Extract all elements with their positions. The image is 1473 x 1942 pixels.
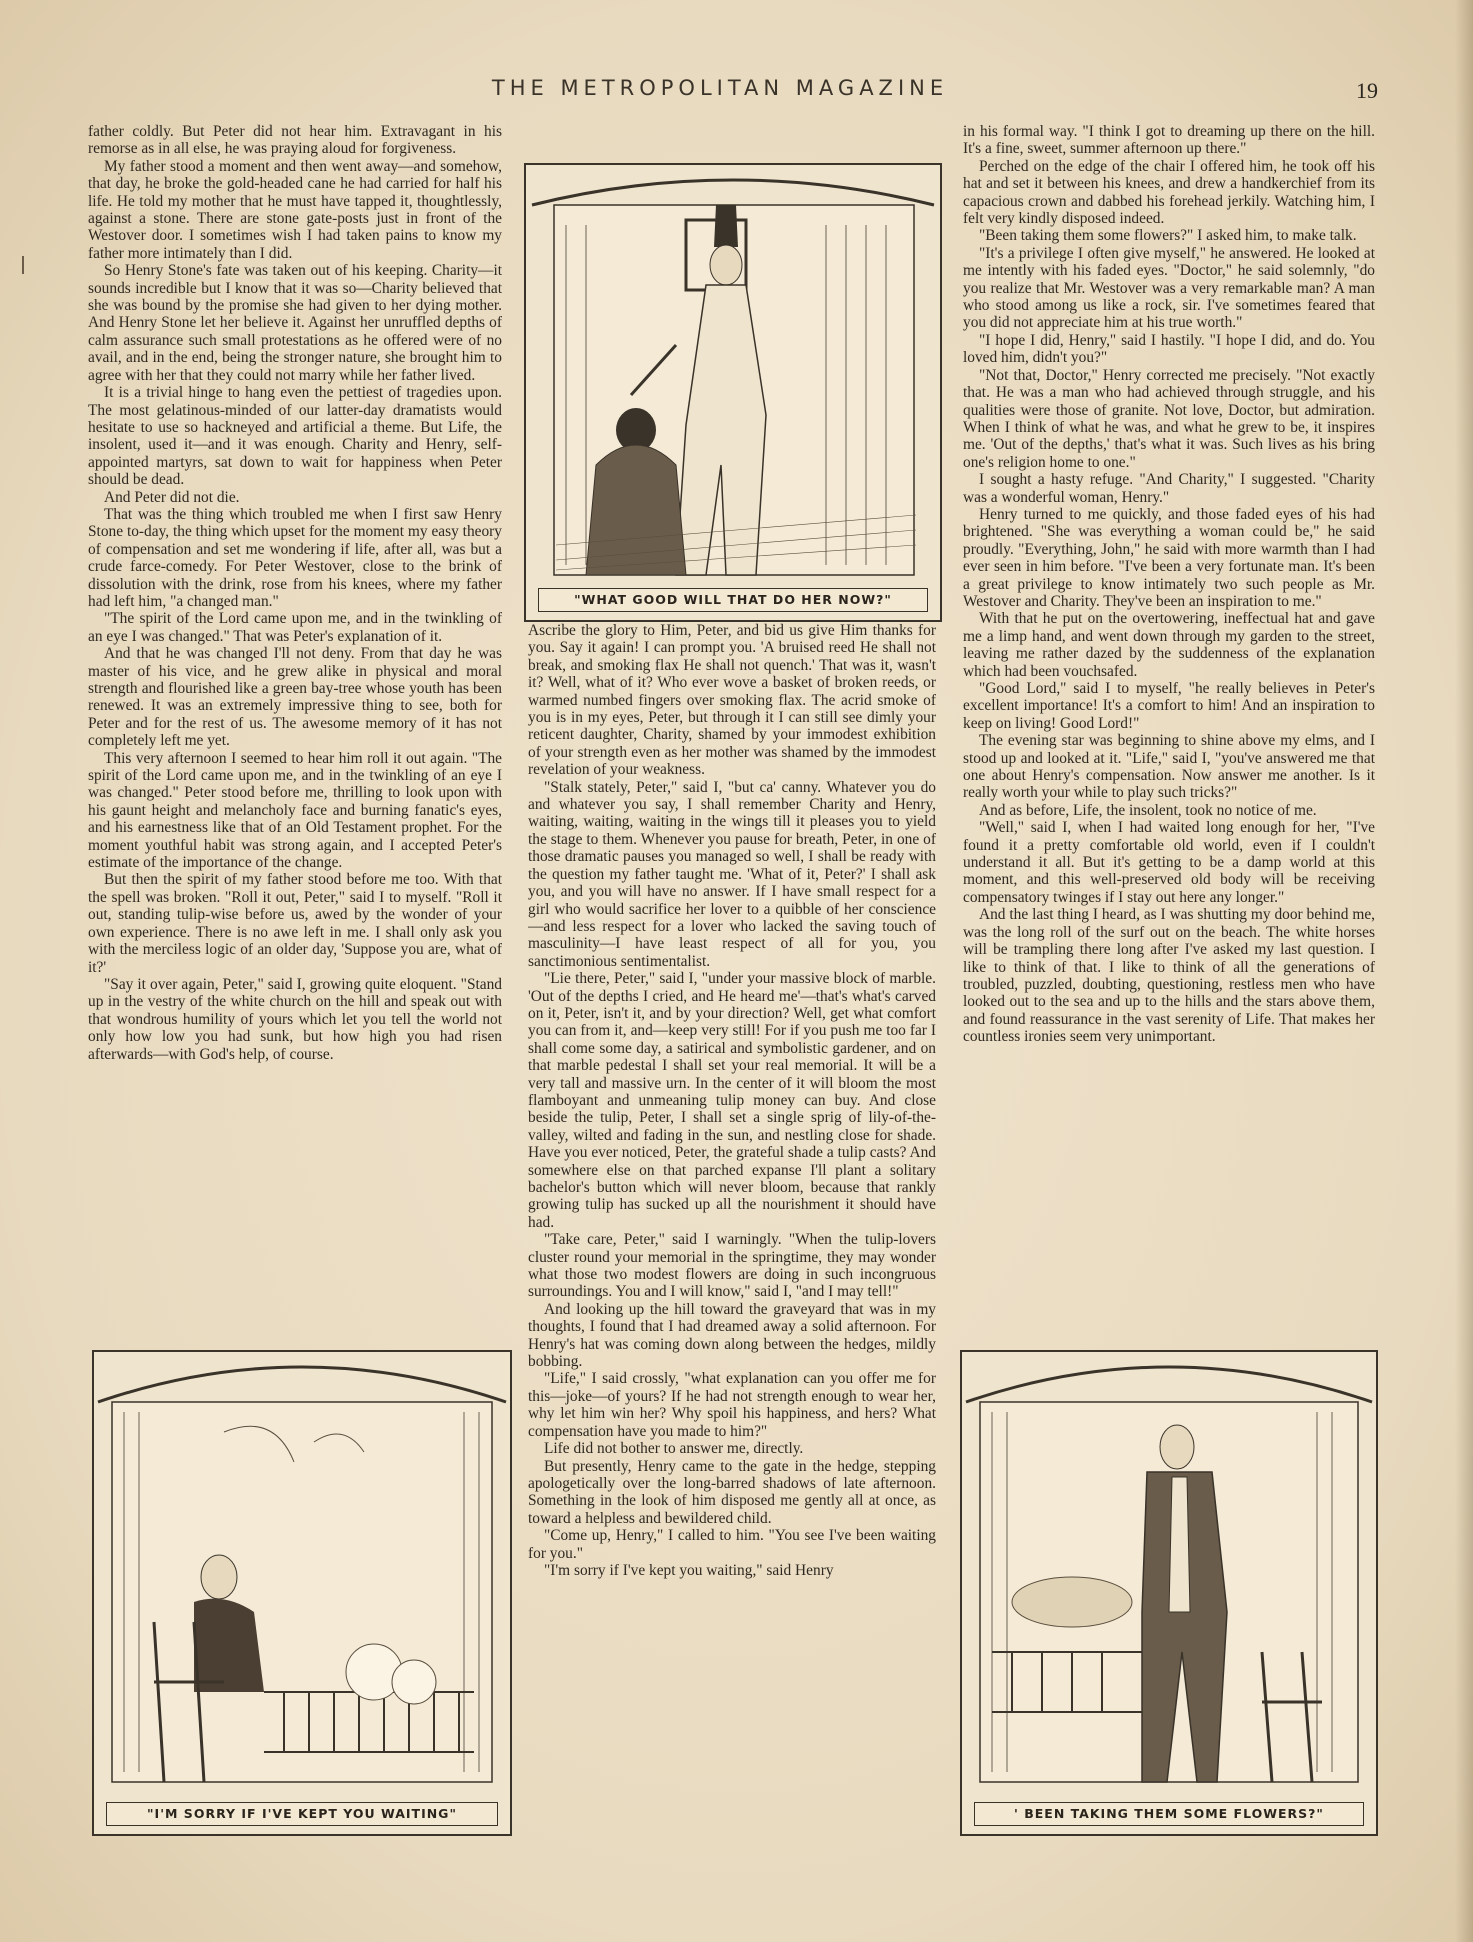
paragraph: And Peter did not die. <box>104 488 240 506</box>
page-number: 19 <box>1356 78 1378 103</box>
illustration-taking-flowers <box>960 1350 1378 1836</box>
paragraph: My father stood a moment and then went away—and somehow, that day, he broke the gold-headed cane he had carried for half his life. He told my mother that he must have tapped it, thoughtlessly, against a stone. There are stone gate-posts just in front of the Westover door. I sometimes wish I had taken pains to know my father more intimately than I did. <box>88 157 502 262</box>
paragraph: "Stalk stately, Peter," said I, "but ca' canny. Whatever you do and whatever you say, I shall remember Charity and Henry, waiting, waiting, waiting in the wings till it pleases you to yield the stage to them. Whenever you pause for breath, Peter, in one of those dramatic pauses you managed so well, I shall be ready with the question my father taught me. 'What of it, Peter?' I shall ask you, and you will have no answer. If I have small respect for a girl who would sacrifice her lover to a quibble of her conscience—and less respect for a lover who lacked the saving touch of masculinity—I have least respect of all for you, you sanctimonious sentimentalist. <box>528 778 936 970</box>
page-edge-shadow <box>1455 0 1473 1942</box>
margin-mark <box>22 256 24 274</box>
paragraph: Henry turned to me quickly, and those faded eyes of his had brightened. "She was everything a woman could be," he said proudly. "Everything, John," he said with more warmth than I had ever seen in him before. "I've been a very fortunate man. It's been a great privilege to know intimately two such people as Mr. Westover and Charity. They've been an inspiration to me." <box>963 505 1375 610</box>
paragraph: "I hope I did, Henry," said I hastily. "I hope I did, and do. You loved him, didn't you?" <box>963 331 1375 367</box>
paragraph: "Life," I said crossly, "what explanation can you offer me for this—joke—of yours? If he had not strength enough to wear her, why let him win her? Why spoil his happiness, and hers? What compensation have you made to him?" <box>528 1370 936 1440</box>
paragraph: Ascribe the glory to Him, Peter, and bid us give Him thanks for you. Say it again! I can prompt you. 'A bruised reed He shall not break, and smoking flax He shall not quench.' That was it, wasn't it? Well, what of it? Who ever wove a basket of broken reeds, or warmed numbed fingers over smoking flax. The acrid smoke of you is in my eyes, Peter, but through it I can still see dimly your reticent daughter, Charity, shamed by your immodest exhibition of your strength even as her mother was shamed by the immodest revelation of your weakness. <box>528 622 936 779</box>
paragraph: "Say it over again, Peter," said I, growing quite eloquent. "Stand up in the vestry of the white church on the hill and speak out with that wondrous humility of yours which let you tell the world not only how low you had sunk, but how high you had risen afterwards—with God's help, of course. <box>88 975 502 1063</box>
paragraph: And that he was changed I'll not deny. From that day he was master of his vice, and he grew alike in physical and moral strength and flourished like a green bay-tree whose youth has been renewed. It was an extremely impressive thing to see, both for Peter and for the rest of us. The awesome memory of it has not completely left me yet. <box>88 645 502 750</box>
illustration-caption: "WHAT GOOD WILL THAT DO HER NOW?" <box>538 588 928 612</box>
paragraph: "Take care, Peter," said I warningly. "When the tulip-lovers cluster round your memorial in the springtime, they may wonder what those two modest flowers are doing in such incongruous surroundings. You and I will know," said I, "and I may tell!" <box>528 1231 936 1301</box>
paragraph: The evening star was beginning to shine above my elms, and I stood up and looked at it. "Life," said I, "you've answered me that one about Henry's compensation. Now answer me another. Is it really worth your while to play such tricks?" <box>963 732 1375 802</box>
paragraph: That was the thing which troubled me when I first saw Henry Stone to-day, the thing which upset for the moment my easy theory of compensation and set me wondering if life, after all, was but a crude farce-comedy. For Peter Westover, close to the brink of dissolution with the drink, rose from his knees, where my father had left him, "a changed man." <box>88 505 502 610</box>
paragraph: And the last thing I heard, as I was shutting my door behind me, was the long roll of the surf out on the beach. The white horses will be trampling there long after I've asked my last question. I like to think of that. I like to think of all the generations of troubled, puzzled, doubting, questioning, restless men who have looked out to the sea and up to the hills and the stars above them, and found reassurance in the vast serenity of Life. That makes her countless ironies seem very unimportant. <box>963 906 1375 1046</box>
paragraph: "Well," said I, when I had waited long enough for her, "I've found it a pretty comfortable old world, even if I couldn't understand it all. But it's getting to be a damp world at this moment, and this well-preserved old body will be receiving compensatory twinges if I stay out here any longer." <box>963 819 1375 906</box>
paragraph: "I'm sorry if I've kept you waiting," said Henry <box>544 1561 834 1579</box>
paragraph: in his formal way. "I think I got to dreaming up there on the hill. It's a fine, sweet, summer afternoon up there." <box>963 123 1375 158</box>
running-header: THE METROPOLITAN MAGAZINE <box>491 76 949 100</box>
paragraph: So Henry Stone's fate was taken out of his keeping. Charity—it sounds incredible but I know that it was so—Charity believed that she was bound by the promise she had given to her dying mother. And Henry Stone let her believe it. Against her unruffled depths of calm assurance such small protestations as he offered were of no avail, and in the end, being the stronger nature, she brought him to agree with her that they could not marry while her father lived. <box>88 262 502 384</box>
text-column-2 <box>528 622 936 1837</box>
paragraph: But presently, Henry came to the gate in the hedge, stepping apologetically over the long-barred shadows of late afternoon. Something in the look of him disposed me gently all at once, as toward a helpless and bewildered child. <box>528 1457 936 1527</box>
paragraph: father coldly. But Peter did not hear him. Extravagant in his remorse as in all else, he was praying aloud for forgiveness. <box>88 123 502 158</box>
paragraph: "The spirit of the Lord came upon me, and in the twinkling of an eye I was changed." That was Peter's explanation of it. <box>88 610 502 645</box>
paragraph: And as before, Life, the insolent, took no notice of me. <box>979 801 1317 819</box>
illustration-drawing <box>526 165 940 620</box>
paragraph: Life did not bother to answer me, directly. <box>544 1440 804 1458</box>
paragraph: "Come up, Henry," I called to him. "You see I've been waiting for you." <box>528 1527 936 1562</box>
paragraph: "It's a privilege I often give myself," he answered. He looked at me intently with his faded eyes. "Doctor," he said solemnly, "do you realize that Mr. Westover was a very remarkable man? A man who stood among us like a rock, sir. I've sometimes feared that you did not appreciate him at his true worth." <box>963 244 1375 332</box>
illustration-drawing <box>94 1352 510 1834</box>
illustration-kept-waiting <box>92 1350 512 1836</box>
paragraph: And looking up the hill toward the graveyard that was in my thoughts, I found that I had dreamed away a solid afternoon. For Henry's hat was coming down along between the hedges, mildly bobbing. <box>528 1300 936 1371</box>
illustration-caption: "I'M SORRY IF I'VE KEPT YOU WAITING" <box>106 1802 498 1826</box>
text-column-3 <box>963 123 1375 1335</box>
paragraph: "Good Lord," said I to myself, "he really believes in Peter's excellent importance! It's a comfort to him! And an inspiration to keep on living! Good Lord!" <box>963 680 1375 732</box>
paragraph: Perched on the edge of the chair I offered him, he took off his hat and set it between his knees, and drew a handkerchief from its capacious crown and dabbed his forehead jerkily. Watching him, I felt very kindly disposed indeed. <box>963 157 1375 228</box>
paragraph: This very afternoon I seemed to hear him roll it out again. "The spirit of the Lord came upon me, and in the twinkling of an eye I was changed." Peter stood before me, thrilling to look upon with his gaunt height and melancholy face and burning fanatic's eyes, and his earnestness like that of an Old Testament prophet. For the moment youthful habit was strong again, and I accepted Peter's estimate of the importance of the change. <box>88 749 502 872</box>
paragraph: It is a trivial hinge to hang even the pettiest of tragedies upon. The most gelatinous-minded of our latter-day dramatists would hesitate to use so hackneyed and artificial a theme. But Life, the insolent, used it—and it was enough. Charity and Henry, self-appointed martyrs, sat down to wait for happiness when Peter should be dead. <box>88 384 502 489</box>
text-column-1 <box>88 123 502 1335</box>
paragraph: "Been taking them some flowers?" I asked him, to make talk. <box>979 227 1357 245</box>
paragraph: "Lie there, Peter," said I, "under your massive block of marble. 'Out of the depths I cried, and He heard me'—that's what's carved on it, Peter, isn't it, and by your direction? Well, get what comfort you can from it, and—keep very still! For if you push me too far I shall come some day, a satirical and symbolistic gardener, and on that marble pedestal I shall set your real memorial. It will be a very tall and massive urn. In the center of it will bloom the most flamboyant and unmeaning tulip money can buy. And close beside the tulip, Peter, I shall set a single sprig of lily-of-the-valley, wilted and fading in the sun, and nestling close for shade. Have you ever noticed, Peter, the grateful shade a tulip casts? And somewhere else on that parched expanse I'll plant a solitary bachelor's button which will never bloom, because that rankly growing tulip has sucked up all the nourishment it should have had. <box>528 970 936 1231</box>
paragraph: "Not that, Doctor," Henry corrected me precisely. "Not exactly that. He was a man who had achieved through struggle, and his qualities were those of granite. Not love, Doctor, but admiration. When I think of what he was, and what he grew to be, it inspires me. 'Out of the depths,' that's what it was. Such lives as his bring one's religion home to one." <box>963 366 1375 471</box>
illustration-drawing <box>962 1352 1376 1834</box>
paragraph: But then the spirit of my father stood before me too. With that the spell was broken. "Roll it out, Peter," said I to myself. "Roll it out, standing tulip-wise before us, awed by the wonder of your own experience. There is no awe left in me. I shall only ask you with the merciless logic of an older day, 'Suppose you are, what of it?' <box>88 871 502 976</box>
illustration-what-good <box>524 163 942 622</box>
paragraph: I sought a hasty refuge. "And Charity," I suggested. "Charity was a wonderful woman, Henry." <box>963 471 1375 506</box>
illustration-caption: ' BEEN TAKING THEM SOME FLOWERS?" <box>974 1802 1364 1826</box>
paragraph: With that he put on the overtowering, ineffectual hat and gave me a limp hand, and went down through my garden to the street, leaving me rather dazed by the suddenness of the explanation which had been vouchsafed. <box>963 610 1375 680</box>
